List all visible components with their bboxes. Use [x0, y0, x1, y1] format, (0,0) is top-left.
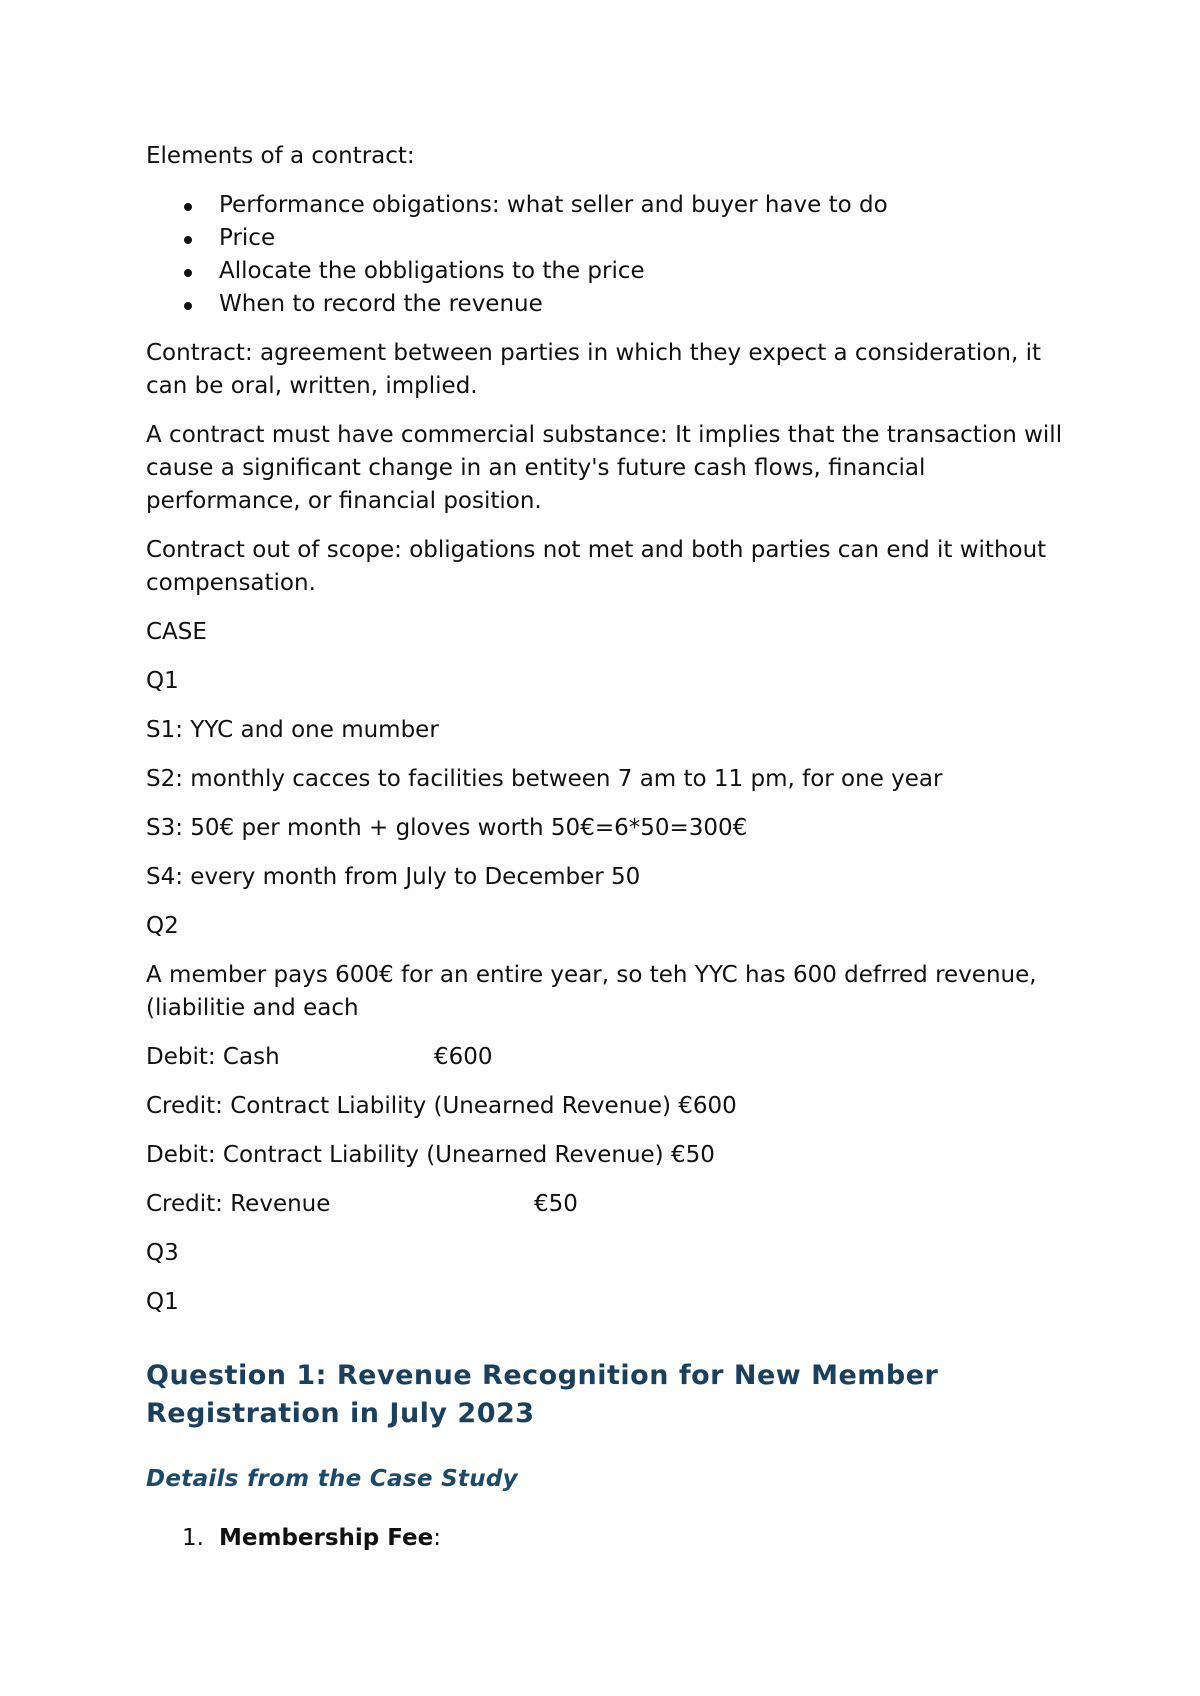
journal-credit-revenue-amount: €50	[534, 1191, 578, 1217]
list-item: Performance obigations: what seller and buyer have to do	[146, 189, 1066, 222]
details-heading: Details from the Case Study	[146, 1466, 518, 1492]
case-label: CASE	[146, 619, 207, 645]
commercial-substance-paragraph: A contract must have commercial substance: It implies that the transaction will cause a significant change in an entity's future cash flows, financial performance, or financial position.	[146, 422, 1063, 514]
out-of-scope-paragraph: Contract out of scope: obligations not met and both parties can end it without compensation.	[146, 537, 1047, 596]
journal-debit-cash-amount: €600	[434, 1044, 493, 1070]
elements-list	[146, 189, 1066, 321]
intro-title: Elements of a contract:	[146, 143, 415, 169]
q1-label: Q1	[146, 668, 179, 694]
journal-credit-revenue-label: Credit: Revenue	[146, 1191, 331, 1217]
list-item: When to record the revenue	[146, 288, 1066, 321]
q1-again-label: Q1	[146, 1289, 179, 1315]
journal-credit-revenue	[146, 1188, 1066, 1221]
journal-debit-cash-label: Debit: Cash	[146, 1044, 280, 1070]
document-body	[146, 140, 1066, 1555]
step-3: S3: 50€ per month + gloves worth 50€=6*50=300€	[146, 815, 748, 841]
list-item: Allocate the obbligations to the price	[146, 255, 1066, 288]
membership-fee-label: Membership Fee	[219, 1525, 434, 1551]
list-number: 1.	[182, 1525, 204, 1551]
list-item: Price	[146, 222, 1066, 255]
list-item	[146, 1522, 1066, 1555]
numbered-list	[146, 1522, 1066, 1555]
q2-label: Q2	[146, 913, 179, 939]
contract-definition: Contract: agreement between parties in which they expect a consideration, it can be oral, written, implied.	[146, 340, 1041, 399]
q2-text: A member pays 600€ for an entire year, so teh YYC has 600 defrred revenue, (liabilitie and each	[146, 962, 1037, 1021]
journal-credit-liability: Credit: Contract Liability (Unearned Revenue) €600	[146, 1093, 737, 1119]
journal-debit-cash	[146, 1041, 1066, 1074]
journal-debit-liability: Debit: Contract Liability (Unearned Revenue) €50	[146, 1142, 715, 1168]
q3-label: Q3	[146, 1240, 179, 1266]
step-4: S4: every month from July to December 50	[146, 864, 641, 890]
membership-fee-suffix: :	[433, 1525, 442, 1551]
step-2: S2: monthly cacces to facilities between 7 am to 11 pm, for one year	[146, 766, 943, 792]
step-1: S1: YYC and one mumber	[146, 717, 439, 743]
question-1-heading: Question 1: Revenue Recognition for New Member Registration in July 2023	[146, 1360, 939, 1429]
